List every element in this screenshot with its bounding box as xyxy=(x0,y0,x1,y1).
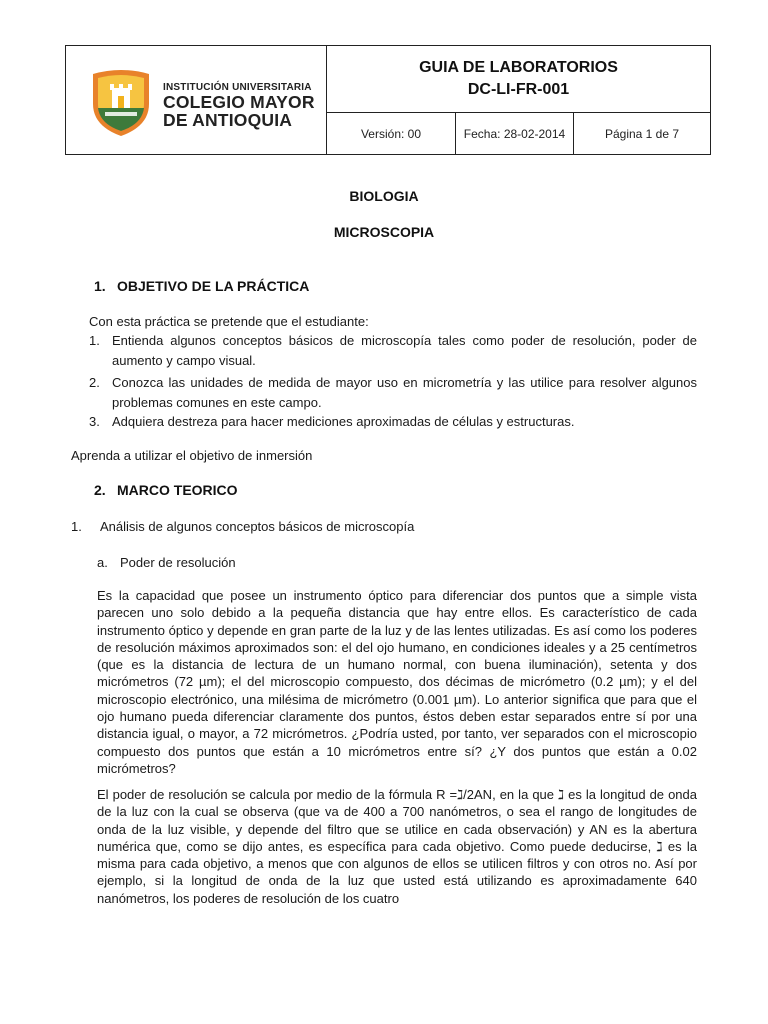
page-number-cell: Página 1 de 7 xyxy=(604,126,680,141)
institution-line1: INSTITUCIÓN UNIVERSITARIA xyxy=(163,82,312,93)
subsection-1-title: Análisis de algunos conceptos básicos de microscopía xyxy=(100,519,415,534)
logo-cell xyxy=(66,46,327,154)
section1-intro: Con esta práctica se pretende que el estudiante: xyxy=(89,314,369,329)
objective-text: Entienda algunos conceptos básicos de microscopía tales como poder de resolución, poder de aumento y campo visual. xyxy=(112,333,697,368)
objective-number: 1. xyxy=(89,333,100,348)
section2-number: 2. xyxy=(94,482,106,498)
section2-title: MARCO TEORICO xyxy=(117,482,238,498)
section1-number: 1. xyxy=(94,278,106,294)
subject-heading: BIOLOGIA xyxy=(349,188,419,204)
institution-shield-logo xyxy=(90,68,152,138)
objective-number: 3. xyxy=(89,414,100,429)
objective-text: Conozca las unidades de medida de mayor uso en micrometría y las utilice para resolver algunos problemas comunes en este campo. xyxy=(112,375,697,410)
document-code: DC-LI-FR-001 xyxy=(467,81,570,98)
paragraph-resolution-definition: Es la capacidad que posee un instrumento óptico para diferenciar dos puntos que a simple vista parecen uno solo debido a la pequeña distancia que hay entre ellos. Es característico de cada instrumento óptico y depende en gran parte de la luz y de las lentes utilizadas. Es así como los poderes de resolución máximos aproximados son: el del ojo humano, en condiciones ideales y a 25 centímetros (que es la distancia de lectura de un humano normal, con buena iluminación), setenta y dos micrómetros (72 µm); el del microscopio compuesto, dos décimas de micrómetro (0.2 µm); y el del microscopio electrónico, una milésima de micrómetro (0.001 µm). Lo anterior significa que para que el ojo humano pueda diferenciar claramente dos puntos, éstos deben estar separados entre sí por una distancia igual, o mayor, a 72 micrómetros. ¿Podría usted, por tanto, ver separados con el microscopio compuesto dos puntos que están a 10 micrómetros entre sí? ¿Y dos puntos que están a 0.02 micrómetros? xyxy=(97,588,697,776)
section1-extra-objective: Aprenda a utilizar el objetivo de inmersión xyxy=(71,448,313,463)
document-header-table xyxy=(65,45,711,155)
document-title-cell xyxy=(327,46,710,113)
topic-heading: MICROSCOPIA xyxy=(333,224,435,240)
objective-item-2 xyxy=(89,373,697,412)
subsection-a-letter: a. xyxy=(97,555,108,570)
objective-number: 2. xyxy=(89,375,100,390)
objective-text: Adquiera destreza para hacer mediciones aproximadas de células y estructuras. xyxy=(112,414,575,429)
objective-item-3 xyxy=(89,412,697,432)
institution-line2: COLEGIO MAYOR xyxy=(163,92,315,112)
institution-line3: DE ANTIOQUIA xyxy=(163,110,293,130)
document-title: GUIA DE LABORATORIOS xyxy=(419,59,618,76)
subsection-a-title: Poder de resolución xyxy=(120,555,236,570)
institution-name xyxy=(163,82,315,129)
paragraph-resolution-formula: El poder de resolución se calcula por medio de la fórmula R =ℷ/2AN, en la que ℷ es la longitud de onda de la luz con la cual se observa (que va de 400 a 700 nanómetros, o sea el rango de longitudes de onda de la luz visible, y depende del filtro que se utilice en cada observación) y AN es la abertura numérica que, como se dijo antes, es específica para cada objetivo. Como puede deducirse, ℷ es la misma para cada objetivo, a menos que con algunos de ellos se utilicen filtros y con otros no. Así por ejemplo, si la longitud de onda de la luz que usted está utilizando es aproximadamente 640 nanómetros, los poderes de resolución de los cuatro xyxy=(97,787,697,906)
subsection-1-number: 1. xyxy=(71,519,82,534)
date-cell: Fecha: 28-02-2014 xyxy=(456,113,574,154)
version-cell: Versión: 00 xyxy=(327,113,456,154)
objective-item-1 xyxy=(89,331,697,370)
section1-title: OBJETIVO DE LA PRÁCTICA xyxy=(117,278,310,294)
